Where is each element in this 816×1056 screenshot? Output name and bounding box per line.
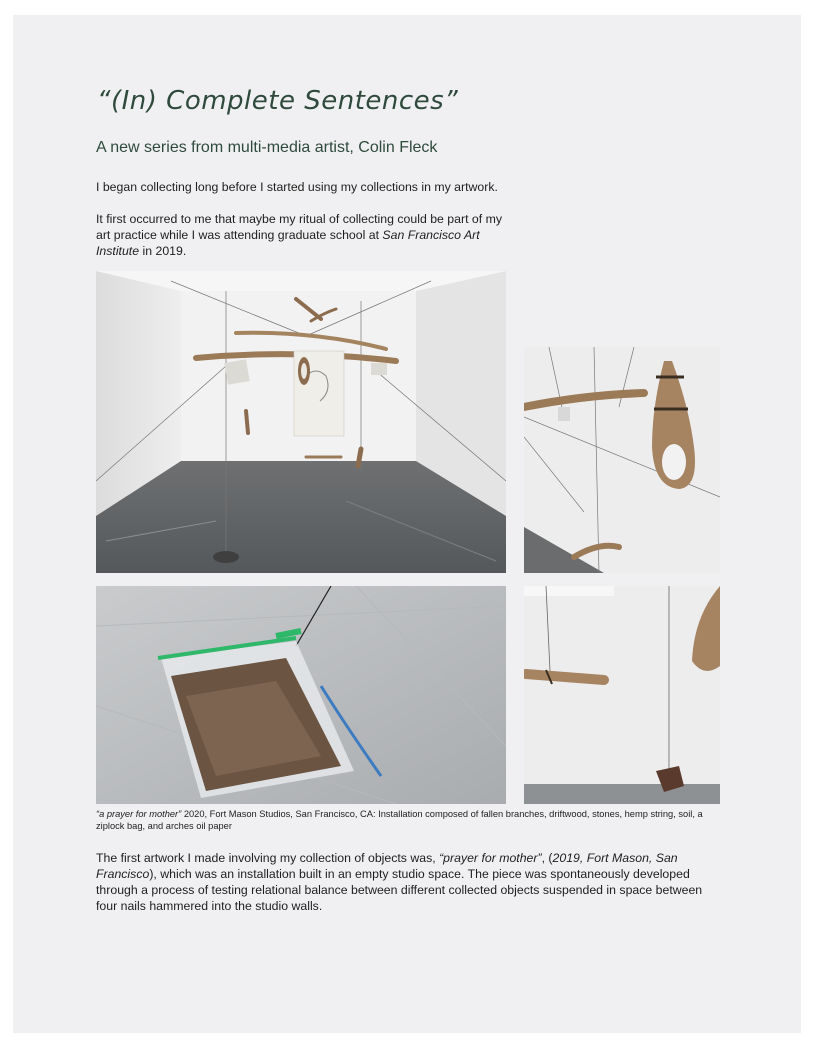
artwork-title: “prayer for mother” <box>439 851 542 865</box>
installation-room-photo <box>96 271 506 573</box>
paragraph-text: , ( <box>541 851 553 865</box>
intro-paragraph: I began collecting long before I started using my collections in my artwork. <box>96 180 498 194</box>
artwork-description-paragraph <box>96 850 726 914</box>
page-subtitle: A new series from multi-media artist, Colin Fleck <box>96 139 438 156</box>
graduate-school-paragraph <box>96 211 516 259</box>
hanging-stone-photo <box>524 586 720 804</box>
school-name: San Francisco Art Institute <box>96 228 480 258</box>
paragraph-text: ), which was an installation built in an empty studio space. The piece was spontaneously developed through a process of testing relational balance between different collected objects suspended in space between four nails hammered into the studio walls. <box>96 867 703 913</box>
caption-text: 2020, Fort Mason Studios, San Francisco, CA: Installation composed of fallen branches, driftwood, stones, hemp string, soil, a ziplock bag, and arches oil paper <box>96 809 703 831</box>
ziplock-soil-bag-photo <box>96 586 506 804</box>
artwork-year-location: 2019, Fort Mason, San Francisco <box>96 851 678 881</box>
hanging-driftwood-closeup-photo <box>524 347 720 573</box>
page-title: “(In) Complete Sentences” <box>97 86 459 116</box>
paragraph-text: in 2019. <box>139 244 187 258</box>
photo-caption <box>96 808 716 832</box>
paragraph-text: It first occurred to me that maybe my ritual of collecting could be part of my art practice while I was attending graduate school at <box>96 212 502 242</box>
paragraph-text: The first artwork I made involving my collection of objects was, <box>96 851 440 865</box>
caption-artwork-title: “a prayer for mother” <box>96 809 182 819</box>
